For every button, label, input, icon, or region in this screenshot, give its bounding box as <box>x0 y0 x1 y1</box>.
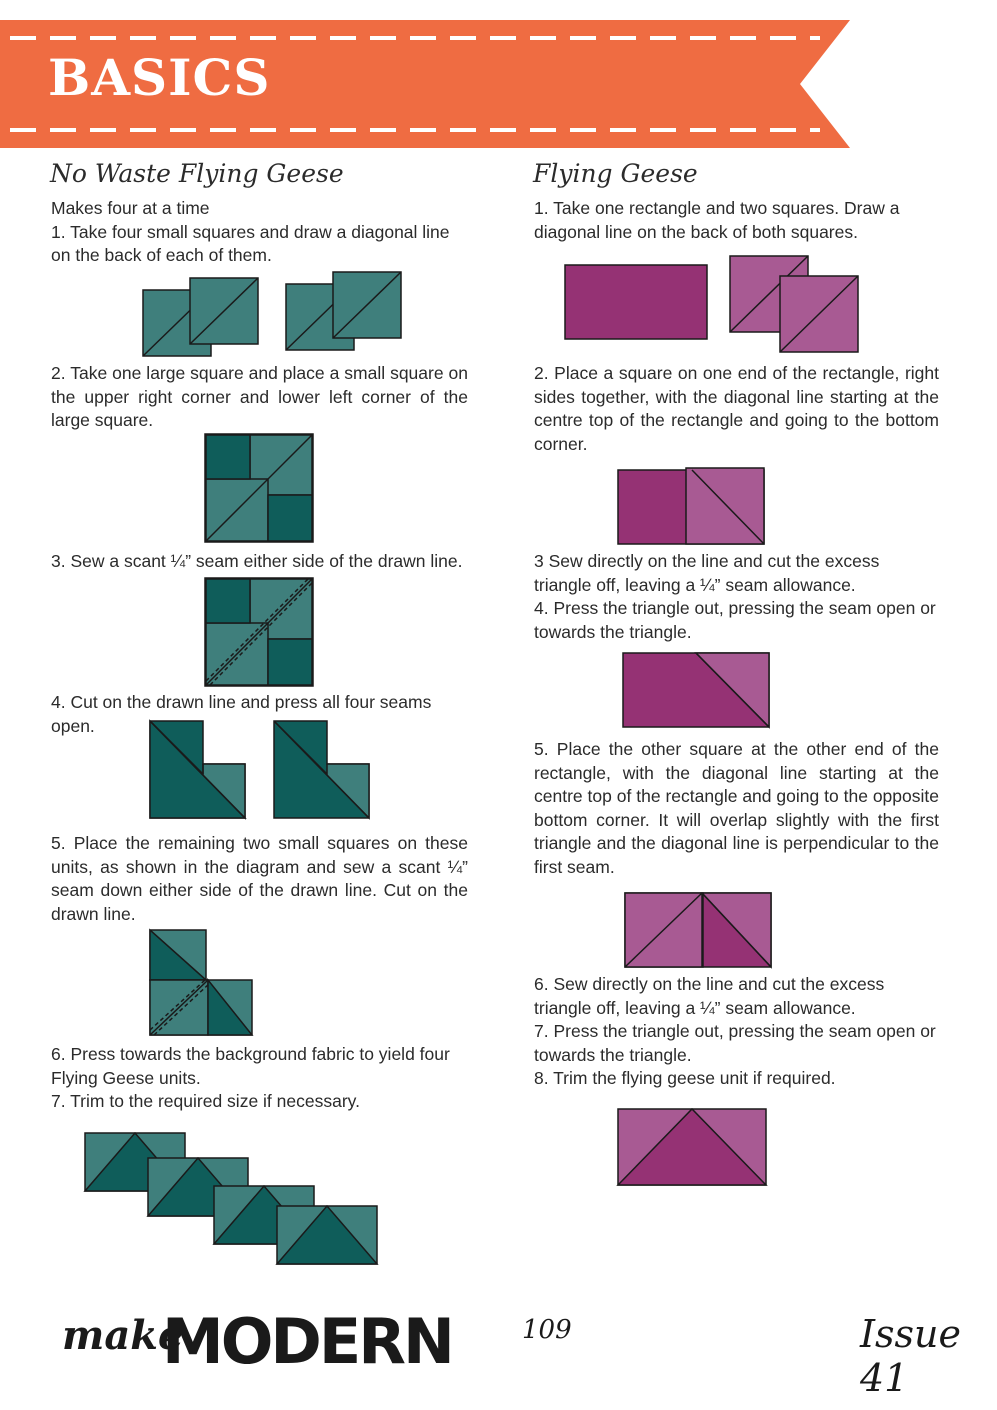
right-step-6: 6. Sew directly on the line and cut the excess triangle off, leaving a ¼” seam allowance. <box>534 974 885 1018</box>
diagram-second-seam <box>147 927 257 1039</box>
right-heading: Flying Geese <box>533 159 698 188</box>
left-step-6: 6. Press towards the background fabric to yield four Flying Geese units. <box>51 1044 450 1088</box>
right-step-8: 8. Trim the flying geese unit if required. <box>534 1068 836 1088</box>
rectangle <box>565 265 707 339</box>
diagram-cut-units <box>147 718 377 822</box>
page-number: 109 <box>522 1315 572 1345</box>
right-step-3: 3 Sew directly on the line and cut the excess triangle off, leaving a ¼” seam allowance. <box>534 551 880 595</box>
diagram-second-square <box>622 890 774 972</box>
brand-make: make <box>62 1312 184 1359</box>
left-step-1: 1. Take four small squares and draw a diagonal line on the back of each of them. <box>51 221 450 265</box>
brand-modern: MODERN <box>162 1305 452 1378</box>
left-step-4: 4. Cut on the drawn line and press all four seams open. <box>51 692 432 736</box>
diagram-small-squares <box>138 268 408 358</box>
left-step-5: 5. Place the remaining two small squares on these units, as shown in the diagram and sew a scant ¼” seam down either side of the drawn line. Cut on the drawn line. <box>51 833 468 924</box>
left-heading: No Waste Flying Geese <box>50 159 344 188</box>
exposed-corner <box>268 495 312 541</box>
exposed-corner <box>206 435 250 479</box>
right-step-7: 7. Press the triangle out, pressing the seam open or towards the triangle. <box>534 1021 936 1065</box>
right-step-1: 1. Take one rectangle and two squares. Draw a diagonal line on the back of both squares. <box>534 198 900 242</box>
diagram-pressed-triangle <box>620 650 772 730</box>
right-step-2: 2. Place a square on one end of the rectangle, right sides together, with the diagonal line starting at the centre top of the rectangle and going to the bottom corner. <box>534 363 939 454</box>
diagram-rectangle-and-squares <box>562 252 862 358</box>
diagram-finished-goose <box>615 1106 769 1188</box>
diagram-sewn-seams <box>204 577 316 689</box>
left-step-3: 3. Sew a scant ¼” seam either side of the drawn line. <box>51 551 463 571</box>
left-step-7: 7. Trim to the required size if necessary. <box>51 1091 360 1111</box>
right-step-4: 4. Press the triangle out, pressing the seam open or towards the triangle. <box>534 598 936 642</box>
section-title: BASICS <box>48 48 271 107</box>
issue-number: Issue 41 <box>860 1312 961 1400</box>
diagram-large-square <box>204 433 316 545</box>
left-step-2: 2. Take one large square and place a small square on the upper right corner and lower left corner of the large square. <box>51 363 468 430</box>
diagram-four-geese <box>82 1130 382 1270</box>
diagram-square-on-rectangle <box>615 465 767 547</box>
right-step-5: 5. Place the other square at the other end of the rectangle, with the diagonal line starting at the centre top of the rectangle and going to the opposite bottom corner. It will overlap slightly with the first triangle and the diagonal line is perpendicular to the first seam. <box>534 739 939 877</box>
left-intro: Makes four at a time <box>51 198 210 218</box>
